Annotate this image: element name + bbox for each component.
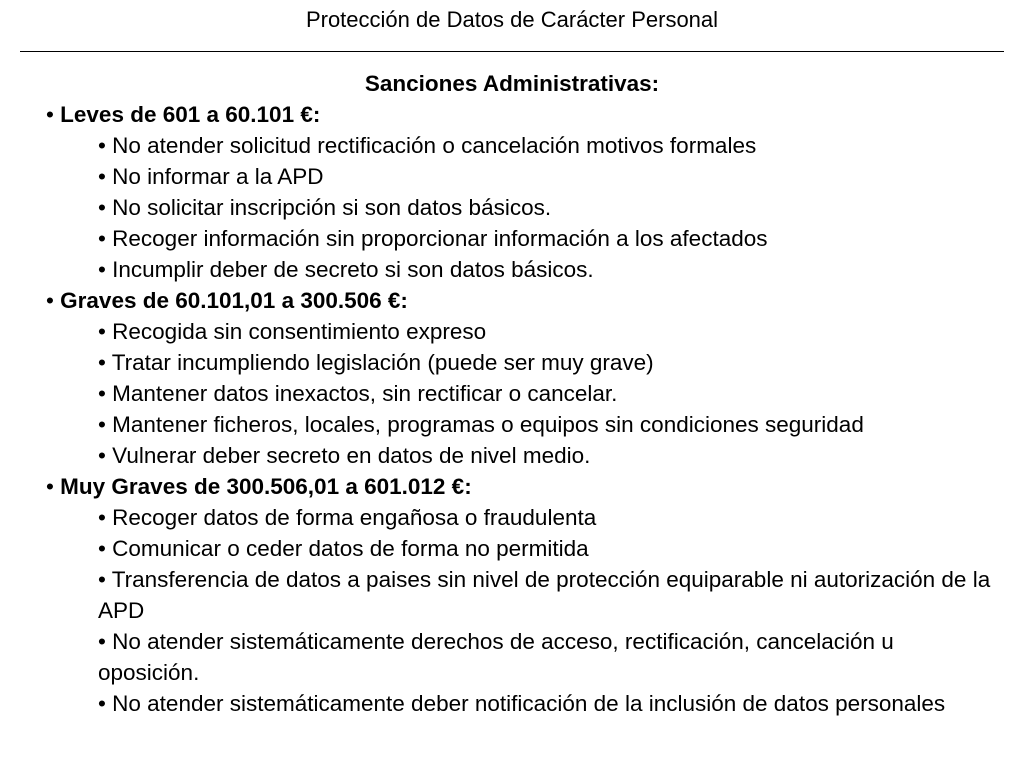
list-item: [46, 626, 996, 688]
bullet: •: [98, 505, 106, 530]
page-title: Protección de Datos de Carácter Personal: [305, 7, 719, 32]
list-item: [46, 254, 996, 285]
list-item-text: Recoger información sin proporcionar información a los afectados: [112, 226, 768, 251]
bullet: •: [98, 195, 106, 220]
list-item-text: No atender sistemáticamente derechos de acceso, rectificación, cancelación u oposición.: [98, 629, 894, 685]
bullet: •: [46, 102, 54, 127]
bullet: •: [46, 288, 54, 313]
list-item: [46, 378, 996, 409]
list-item: [46, 564, 996, 626]
bullet: •: [98, 412, 106, 437]
bullet: •: [98, 319, 106, 344]
list-item: [46, 440, 996, 471]
list-item: [46, 223, 996, 254]
category-label: Graves de 60.101,01 a 300.506 €:: [60, 288, 408, 313]
list-item: [46, 688, 996, 719]
list-item: [46, 161, 996, 192]
bullet: •: [98, 164, 106, 189]
bullet: •: [98, 629, 106, 654]
bullet: •: [98, 691, 106, 716]
bullet: •: [98, 257, 106, 282]
list-item-text: Recogida sin consentimiento expreso: [112, 319, 487, 344]
category-label: Leves de 601 a 60.101 €:: [60, 102, 321, 127]
bullet: •: [46, 474, 54, 499]
category-muy-graves: [46, 471, 996, 502]
list-item-text: No solicitar inscripción si son datos básicos.: [112, 195, 552, 220]
list-item: [46, 533, 996, 564]
bullet: •: [98, 226, 106, 251]
list-item: [46, 192, 996, 223]
bullet: •: [98, 381, 106, 406]
list-item-text: Comunicar o ceder datos de forma no permitida: [112, 536, 589, 561]
list-item-text: Mantener datos inexactos, sin rectificar o cancelar.: [112, 381, 618, 406]
category-graves: [46, 285, 996, 316]
list-item: [46, 316, 996, 347]
category-leves: [46, 99, 996, 130]
bullet: •: [98, 567, 106, 592]
list-item: [46, 347, 996, 378]
list-item: [46, 409, 996, 440]
bullet: •: [98, 133, 106, 158]
list-item-text: No informar a la APD: [112, 164, 324, 189]
list-item-text: No atender sistemáticamente deber notificación de la inclusión de datos personales: [112, 691, 946, 716]
list-item-text: Mantener ficheros, locales, programas o equipos sin condiciones seguridad: [112, 412, 864, 437]
section-heading: Sanciones Administrativas:: [364, 71, 660, 96]
category-label: Muy Graves de 300.506,01 a 601.012 €:: [60, 474, 472, 499]
bullet: •: [98, 350, 106, 375]
list-item: [46, 130, 996, 161]
list-item-text: Incumplir deber de secreto si son datos básicos.: [112, 257, 594, 282]
list-item-text: Transferencia de datos a paises sin nivel de protección equiparable ni autorización de la APD: [98, 567, 991, 623]
list-item-text: No atender solicitud rectificación o cancelación motivos formales: [112, 133, 757, 158]
bullet: •: [98, 443, 106, 468]
list-item-text: Vulnerar deber secreto en datos de nivel medio.: [112, 443, 591, 468]
slide-content: [46, 68, 996, 719]
list-item: [46, 502, 996, 533]
header-divider: [20, 51, 1004, 52]
list-item-text: Tratar incumpliendo legislación (puede ser muy grave): [111, 350, 654, 375]
list-item-text: Recoger datos de forma engañosa o fraudulenta: [112, 505, 597, 530]
bullet: •: [98, 536, 106, 561]
